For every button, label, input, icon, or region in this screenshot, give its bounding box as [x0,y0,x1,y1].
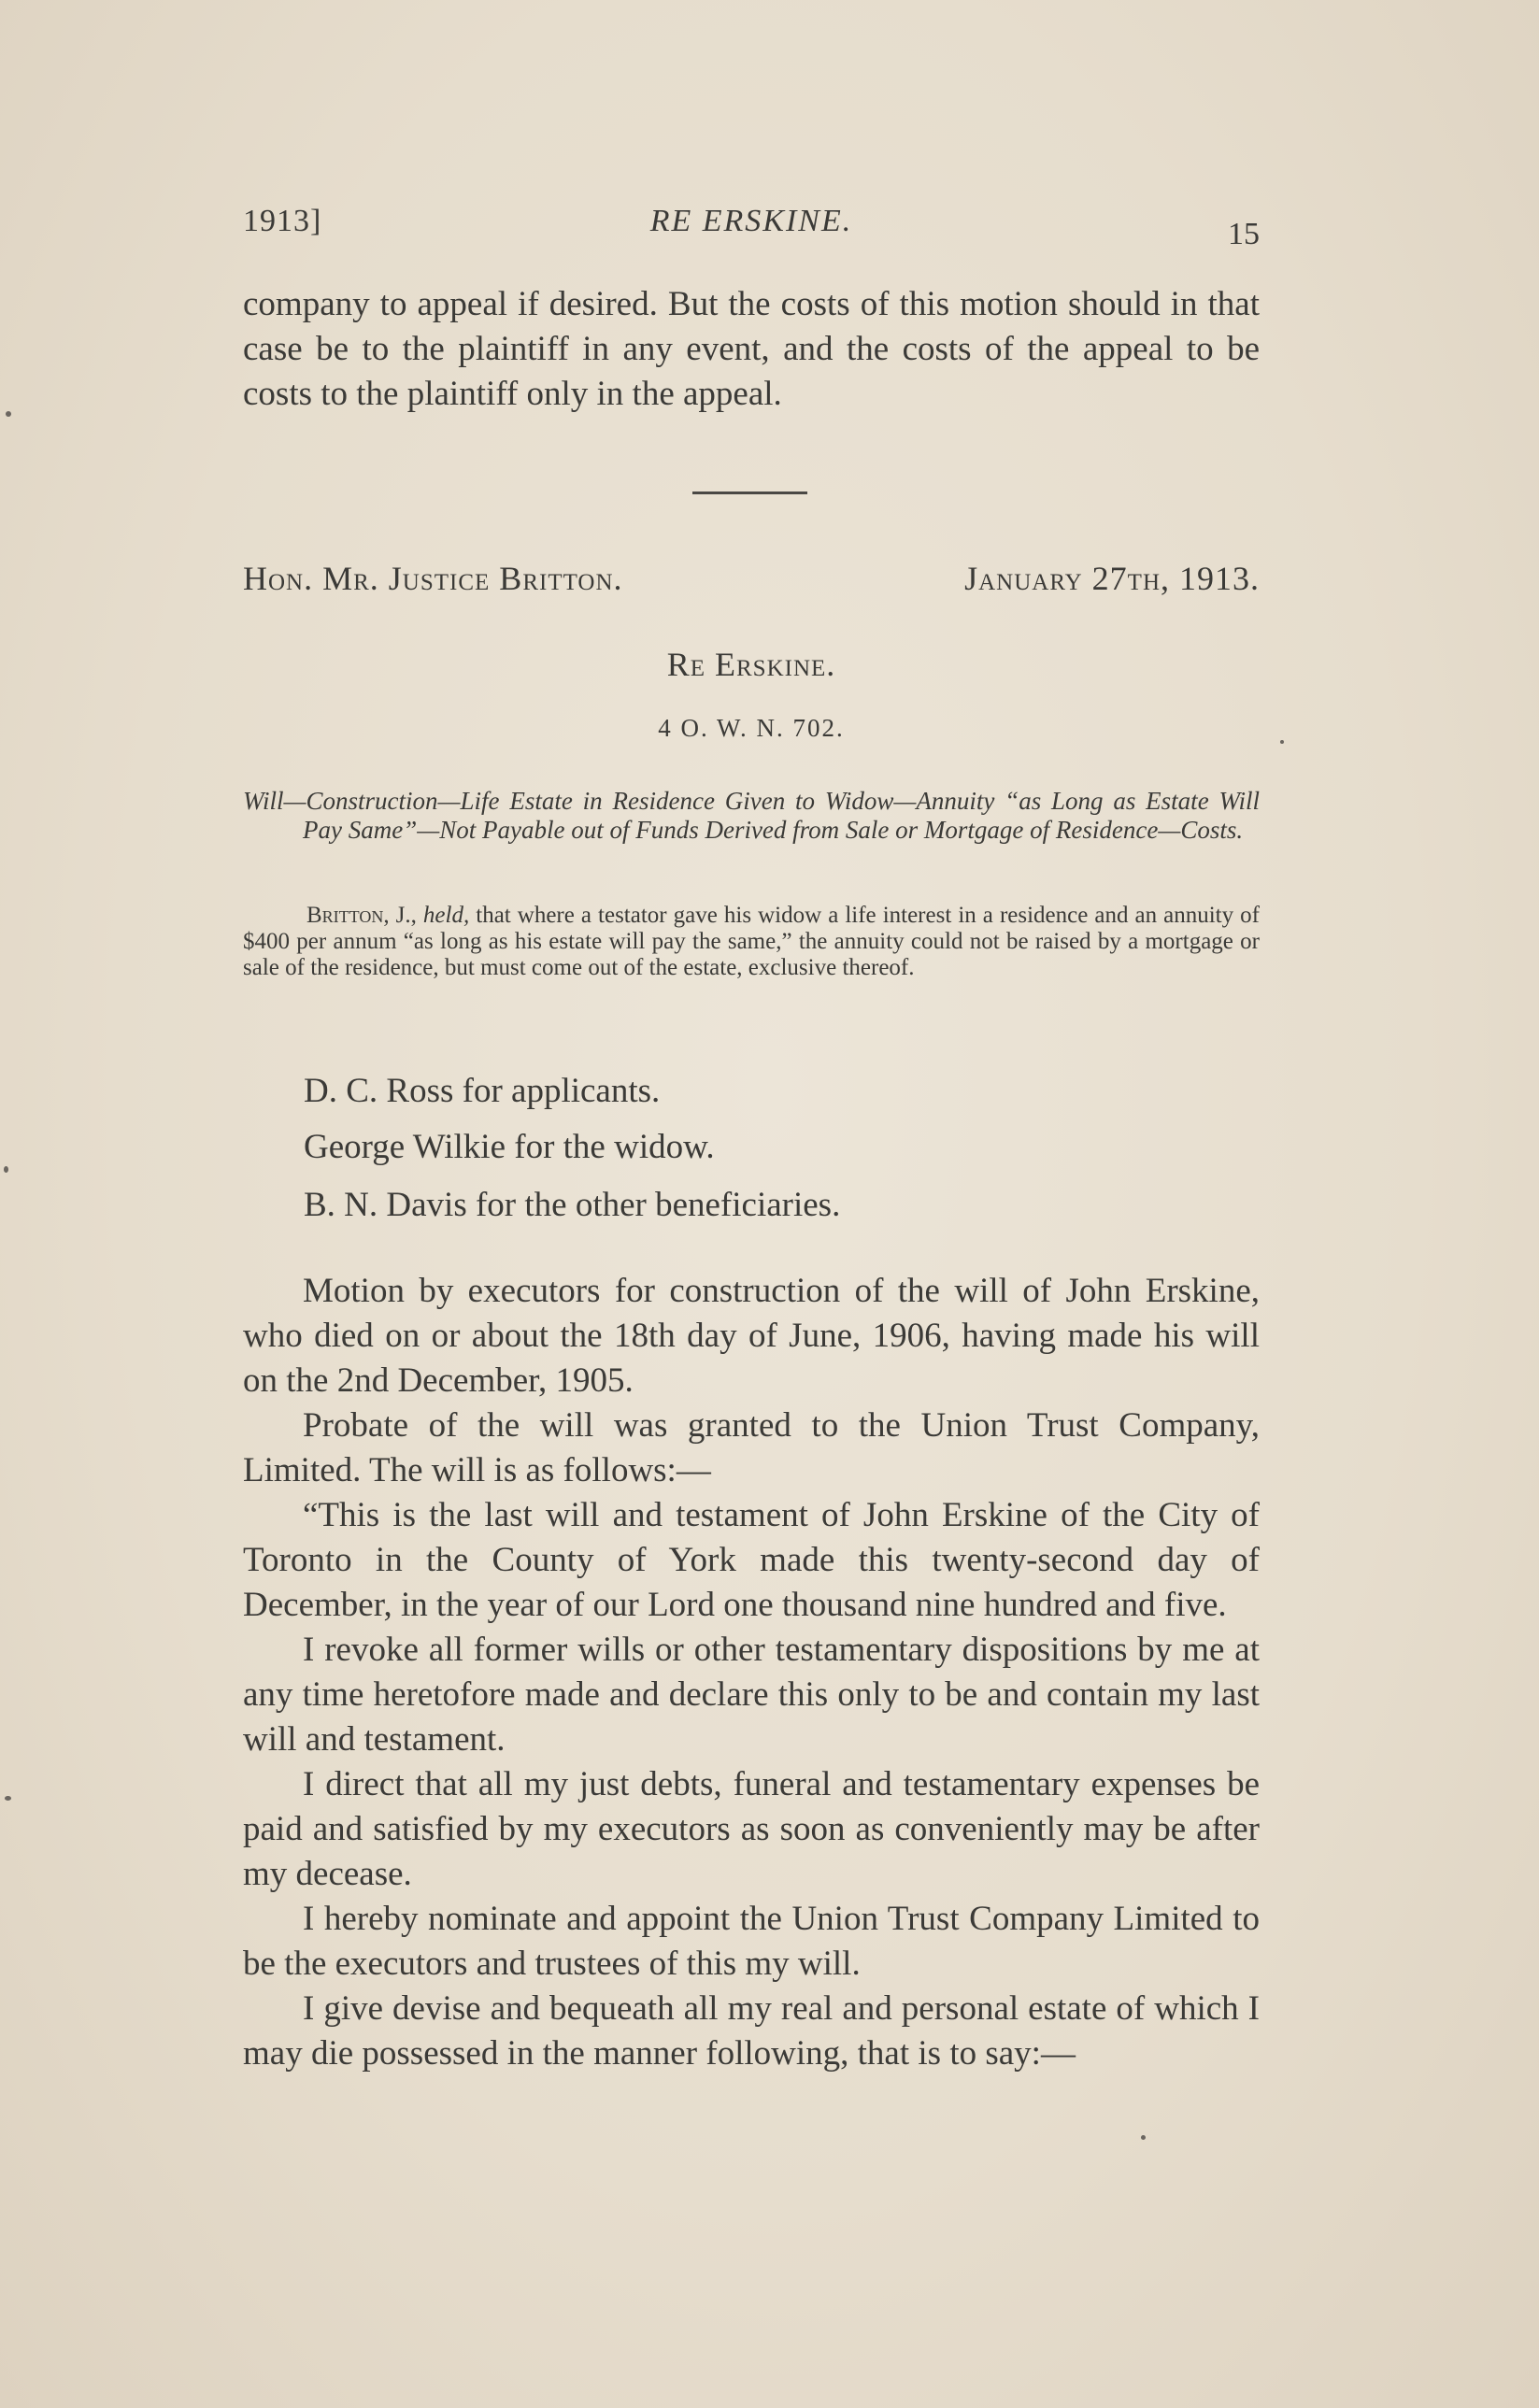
judgment-body [243,1269,1260,2076]
holding-held: held, [422,903,470,928]
speck-mark [6,411,11,417]
section-divider [692,492,807,494]
speck-mark [1141,2135,1146,2140]
counsel-beneficiaries: B. N. Davis for the other beneficiaries. [304,1186,841,1224]
speck-mark [5,1796,11,1801]
headnote: Will—Construction—Life Estate in Residence Given to Widow—Annuity “as Long as Estate Will Pay Same”—Not Payable out of Funds Derived from Sale or Mortgage of Residence—Costs. [243,787,1260,844]
decision-date: January 27th, 1913. [964,560,1260,597]
intro-paragraph: company to appeal if desired. But the costs of this motion should in that case be to the plaintiff in any event, and the costs of the appeal to be costs to the plaintiff only in the appeal. [243,285,1260,413]
counsel-applicants: D. C. Ross for applicants. [304,1072,661,1110]
paragraph-probate: Probate of the will was granted to the Union Trust Company, Limited. The will is as follows:— [243,1406,1260,1489]
running-head-year: 1913] [243,204,322,238]
page-number: 15 [1228,217,1260,251]
running-head [243,204,1260,250]
case-title: Re Erskine. [666,646,836,683]
paragraph-executors: I hereby nominate and appoint the Union Trust Company Limited to be the executors and trustees of this my will. [243,1900,1260,1983]
holding-judge: Britton, J., [306,903,417,928]
holding [243,903,1260,981]
running-head-title: RE ERSKINE. [649,204,853,238]
case-citation: 4 O. W. N. 702. [658,714,845,742]
counsel-widow: George Wilkie for the widow. [304,1128,715,1166]
paragraph-bequest: I give devise and bequeath all my real and personal estate of which I may die possessed in the manner following, that is to say:— [243,1989,1260,2073]
holding-text: that where a testator gave his widow a life interest in a residence and an annuity of $400 per annum “as long as his estate will pay the same,” the annuity could not be raised by a mortgage or sale of the residence, but must come out of the estate, exclusive thereof. [243,903,1260,980]
paragraph-motion: Motion by executors for construction of the will of John Erskine, who died on or about the 18th day of June, 1906, having made his will on the 2nd December, 1905. [243,1272,1260,1400]
speck-mark [4,1166,8,1173]
judge-name: Hon. Mr. Justice Britton. [243,560,623,597]
paragraph-will-opening: “This is the last will and testament of John Erskine of the City of Toronto in the County of York made this twenty-second day of December, in the year of our Lord one thousand nine hundred and five. [243,1496,1260,1624]
speck-mark [1280,740,1284,744]
paragraph-debts: I direct that all my just debts, funeral and testamentary expenses be paid and satisfied by my executors as soon as conveniently may be after my decease. [243,1765,1260,1893]
paragraph-revocation: I revoke all former wills or other testamentary dispositions by me at any time heretofore made and declare this only to be and contain my last will and testament. [243,1631,1260,1759]
